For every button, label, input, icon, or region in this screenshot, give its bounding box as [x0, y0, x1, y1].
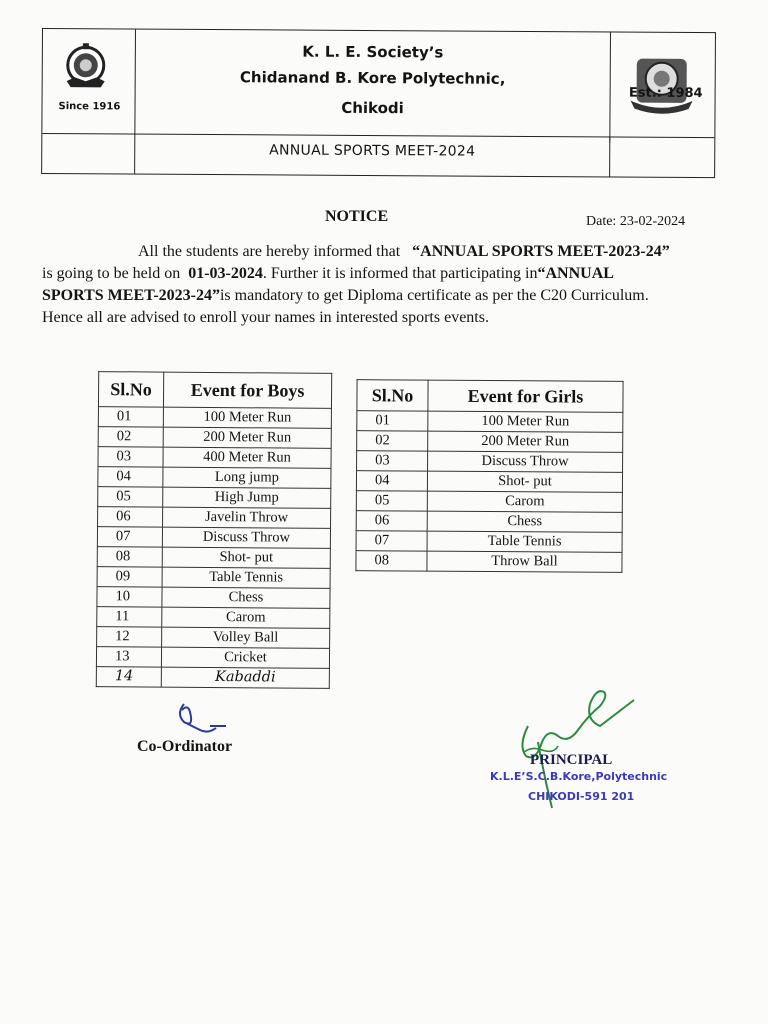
table-row — [357, 431, 623, 453]
notice-date: Date: 23-02-2024 — [586, 214, 686, 229]
serial-number-cell: 11 — [97, 607, 162, 628]
event-name-cell: Long jump — [163, 467, 331, 488]
event-name-cell: Carom — [427, 491, 622, 512]
letterhead-right-cell — [609, 32, 715, 143]
serial-number-cell: 10 — [97, 587, 162, 608]
event-name-cell: Carom — [162, 607, 330, 628]
table-row — [97, 547, 330, 569]
serial-number-cell: 01 — [357, 411, 428, 431]
event-name-cell: 200 Meter Run — [428, 431, 623, 452]
serial-number-cell: 09 — [97, 567, 162, 588]
meet-banner: ANNUAL SPORTS MEET-2024 — [269, 142, 476, 160]
notice-line-3 — [42, 286, 748, 306]
event-name-cell: Kabaddi — [161, 667, 329, 688]
table-row — [97, 627, 330, 649]
event-name-cell: Chess — [427, 511, 622, 532]
table-row — [97, 587, 330, 609]
serial-number-cell: 01 — [98, 407, 163, 428]
column-header-event: Event for Boys — [163, 372, 331, 408]
notice-line-1 — [42, 242, 748, 262]
event-name-cell: Javelin Throw — [163, 507, 331, 528]
serial-number-cell: 07 — [97, 527, 162, 548]
event-name: “ANNUAL SPORTS MEET-2023-24” — [412, 243, 670, 260]
serial-number-cell: 06 — [356, 511, 427, 531]
serial-number-cell: 05 — [356, 491, 427, 511]
event-name-cell: Table Tennis — [162, 567, 330, 588]
event-name-cell: 100 Meter Run — [428, 411, 623, 432]
table-row — [98, 427, 331, 449]
letterhead — [41, 28, 716, 178]
letterhead-left-cell — [42, 29, 136, 134]
table-row — [357, 451, 623, 473]
table-row — [98, 507, 331, 529]
coordinator-label: Co-Ordinator — [137, 738, 233, 755]
table-row — [98, 467, 331, 489]
boys-table-body — [96, 407, 331, 689]
coordinator-signature-icon — [170, 700, 240, 740]
serial-number-cell: 12 — [97, 627, 162, 648]
table-row — [356, 531, 622, 553]
kle-society-emblem-icon — [57, 41, 115, 97]
event-date: 01-03-2024 — [188, 265, 263, 282]
table-row — [96, 667, 329, 689]
stamp-line-1: K.L.E’S.C.B.Kore,Polytechnic — [490, 770, 668, 783]
serial-number-cell: 02 — [98, 427, 163, 448]
serial-number-cell: 07 — [356, 531, 427, 551]
serial-number-cell: 03 — [98, 447, 163, 468]
notice-text: All the students are hereby informed that — [138, 243, 401, 260]
event-name-cell: 100 Meter Run — [163, 407, 331, 428]
column-header-event: Event for Girls — [428, 380, 623, 412]
serial-number-cell: 08 — [97, 547, 162, 568]
serial-number-cell: 04 — [356, 471, 427, 491]
table-row — [356, 471, 622, 493]
table-row — [356, 491, 622, 513]
notice-text: . Further it is informed that participating in — [262, 265, 538, 282]
table-row — [98, 447, 331, 469]
table-row — [97, 567, 330, 589]
table-row — [98, 487, 331, 509]
table-row — [356, 551, 622, 573]
table-row — [98, 407, 331, 429]
stamp-line-2: CHIKODI-591 201 — [528, 790, 635, 803]
event-name-cell: Volley Ball — [162, 627, 330, 648]
girls-events-table — [355, 379, 623, 573]
table-header-row — [98, 372, 331, 409]
event-name-cell: Shot- put — [427, 471, 622, 492]
event-name-cell: High Jump — [163, 487, 331, 508]
college-name: Chidanand B. Kore Polytechnic, — [239, 68, 506, 88]
notice-line-2 — [42, 264, 748, 284]
established-year: Est.: 1984 — [628, 85, 703, 102]
boys-events-table — [96, 371, 332, 689]
table-row — [97, 607, 330, 629]
table-header-row — [357, 380, 623, 413]
event-name-cell: Discuss Throw — [162, 527, 330, 548]
serial-number-cell: 13 — [96, 647, 161, 668]
event-name-cell: 200 Meter Run — [163, 427, 331, 448]
event-name-cell: Shot- put — [162, 547, 330, 568]
serial-number-cell: 08 — [356, 551, 427, 571]
serial-number-cell: 03 — [357, 451, 428, 471]
serial-number-cell: 14 — [96, 667, 161, 688]
society-name: K. L. E. Society’s — [302, 42, 444, 62]
event-name-cell: Discuss Throw — [428, 451, 623, 472]
column-header-sl: Sl.No — [357, 380, 428, 411]
table-row — [356, 511, 622, 533]
column-header-sl: Sl.No — [98, 372, 163, 408]
table-row — [96, 647, 329, 669]
event-name: “ANNUAL — [537, 265, 614, 282]
event-name-cell: Chess — [162, 587, 330, 608]
table-row — [97, 527, 330, 549]
principal-label: PRINCIPAL — [530, 752, 613, 768]
table-row — [357, 411, 623, 433]
girls-table-body — [356, 411, 623, 573]
notice-line-4: Hence all are advised to enroll your names in interested sports events. — [42, 309, 489, 326]
serial-number-cell: 05 — [98, 487, 163, 508]
event-name-cell: Cricket — [161, 647, 329, 668]
notice-text: is going to be held on — [42, 265, 181, 282]
event-name-cell: 400 Meter Run — [163, 447, 331, 468]
college-city: Chikodi — [341, 98, 404, 118]
event-name-cell: Table Tennis — [427, 531, 622, 552]
serial-number-cell: 04 — [98, 467, 163, 488]
notice-text: is mandatory to get Diploma certificate as per the C20 Curriculum. — [219, 287, 649, 304]
serial-number-cell: 02 — [357, 431, 428, 451]
notice-title: NOTICE — [325, 208, 389, 225]
serial-number-cell: 06 — [98, 507, 163, 528]
since-year: Since 1916 — [58, 101, 121, 113]
event-name-cell: Throw Ball — [427, 551, 622, 572]
event-name: SPORTS MEET-2023-24” — [42, 287, 220, 304]
